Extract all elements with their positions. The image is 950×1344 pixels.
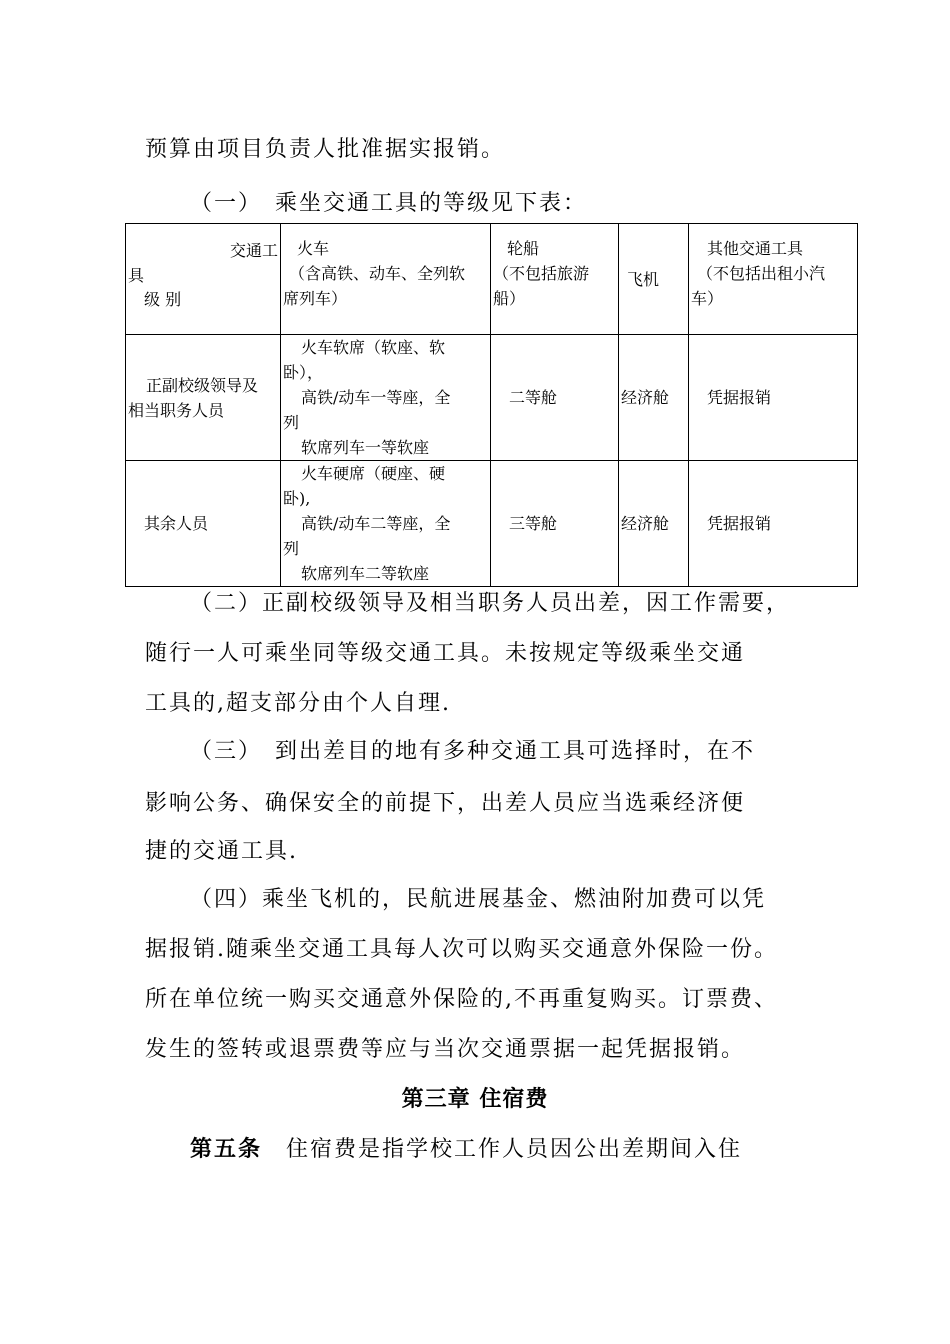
row-other: 凭据报销 — [689, 461, 858, 587]
row-train-line5: 软席列车一等软座 — [301, 438, 430, 457]
corner-mid-label: 具 — [128, 266, 145, 285]
header-ship-note2: 船） — [493, 289, 526, 308]
header-corner-cell — [126, 224, 281, 335]
row-level-line2: 相当职务人员 — [128, 400, 225, 420]
paragraph-3-line-1: （三） 到出差目的地有多种交通工具可选择时，在不 — [190, 739, 756, 764]
row-level: 其余人员 — [126, 461, 281, 587]
row-ship: 三等舱 — [491, 461, 619, 587]
paragraph-3-line-2: 影响公务、确保安全的前提下，出差人员应当选乘经济便 — [145, 791, 746, 816]
row-level-line1: 正副校级领导及 — [146, 375, 259, 395]
row-level — [126, 335, 281, 461]
paragraph-3-line-3: 捷的交通工具. — [145, 839, 298, 864]
row-train-line4: 列 — [283, 413, 300, 432]
corner-top-label: 交通工 — [229, 241, 278, 260]
row-ship: 二等舱 — [491, 335, 619, 461]
chapter-heading: 第三章 住宿费 — [401, 1087, 549, 1112]
row-train — [281, 335, 491, 461]
row-other: 凭据报销 — [689, 335, 858, 461]
header-plane: 飞机 — [619, 224, 689, 335]
article-label: 第五条 — [190, 1137, 263, 1162]
corner-bottom-label: 级 别 — [144, 290, 182, 309]
header-train — [281, 224, 491, 335]
table-row — [126, 335, 858, 461]
article-text: 住宿费是指学校工作人员因公出差期间入住 — [262, 1137, 743, 1162]
header-other-note1: （不包括出租小汽 — [697, 264, 826, 283]
paragraph-4-line-3: 所在单位统一购买交通意外保险的,不再重复购买。订票费、 — [145, 987, 778, 1012]
table-row — [126, 461, 858, 587]
paragraph-budget: 预算由项目负责人批准据实报销。 — [145, 137, 506, 162]
row-train-line3: 高铁/动车二等座，全 — [301, 514, 451, 533]
paragraph-4-line-4: 发生的签转或退票费等应与当次交通票据一起凭据报销。 — [145, 1037, 746, 1062]
header-train-title: 火车 — [297, 239, 330, 258]
row-train-line5: 软席列车二等软座 — [301, 564, 430, 583]
paragraph-grade-intro: （一） 乘坐交通工具的等级见下表： — [190, 191, 588, 216]
row-train-line3: 高铁/动车一等座，全 — [301, 388, 451, 407]
row-train-line2: 卧), — [283, 489, 311, 508]
paragraph-4-line-2: 据报销.随乘坐交通工具每人次可以购买交通意外保险一份。 — [145, 937, 778, 962]
header-train-note2: 席列车） — [283, 289, 348, 308]
row-plane: 经济舱 — [619, 461, 689, 587]
table-header-row — [126, 224, 858, 335]
header-other-title: 其他交通工具 — [707, 239, 804, 258]
header-ship-title: 轮船 — [507, 239, 540, 258]
header-ship — [491, 224, 619, 335]
row-train-line1: 火车硬席（硬座、硬 — [301, 464, 446, 483]
row-train-line1: 火车软席（软座、软 — [301, 338, 446, 357]
row-train-line4: 列 — [283, 539, 300, 558]
paragraph-2-line-1: （二）正副校级领导及相当职务人员出差，因工作需要， — [190, 591, 791, 616]
paragraph-2-line-2: 随行一人可乘坐同等级交通工具。未按规定等级乘坐交通 — [145, 641, 746, 666]
header-other — [689, 224, 858, 335]
header-other-note2: 车） — [691, 289, 724, 308]
row-plane: 经济舱 — [619, 335, 689, 461]
article-5-line — [190, 1132, 742, 1163]
row-train-line2: 卧）， — [283, 363, 324, 382]
transport-grade-table — [125, 223, 858, 587]
header-train-note1: （含高铁、动车、全列软 — [289, 264, 466, 283]
paragraph-2-line-3: 工具的,超支部分由个人自理. — [145, 691, 451, 716]
paragraph-4-line-1: （四）乘坐飞机的，民航进展基金、燃油附加费可以凭 — [190, 887, 767, 912]
header-ship-note1: （不包括旅游 — [493, 264, 590, 283]
row-train — [281, 461, 491, 587]
